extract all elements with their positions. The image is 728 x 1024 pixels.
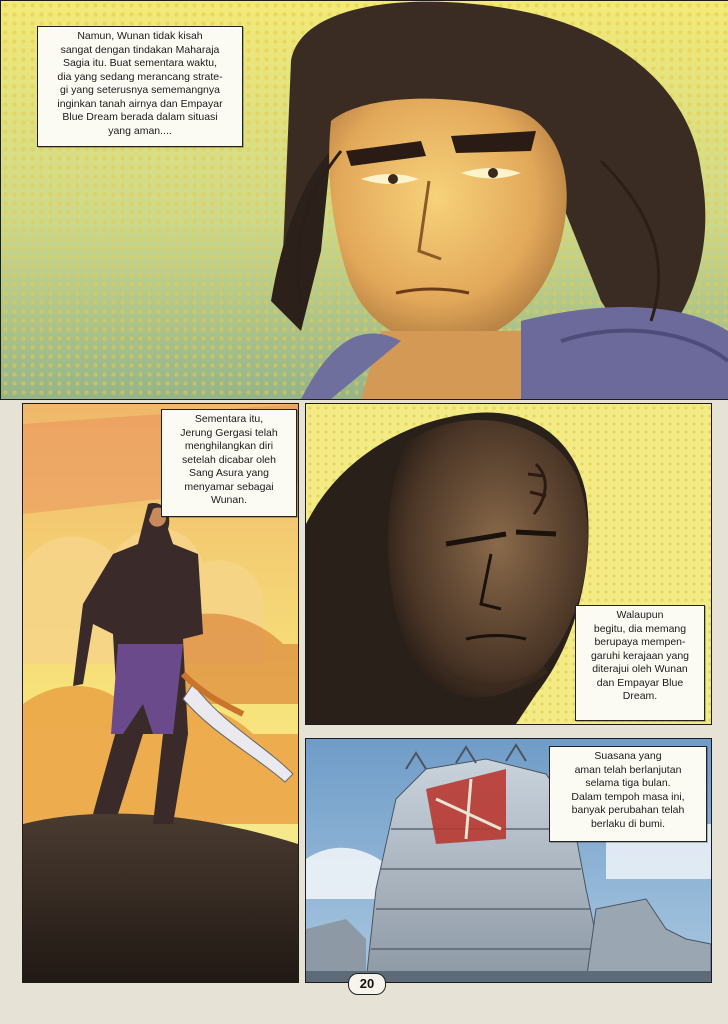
- panel-wunan-closeup: [0, 0, 728, 400]
- page-number: 20: [348, 973, 386, 995]
- narration-caption-2: Sementara itu, Jerung Gergasi telah menghilangkan diri setelah dicabar oleh Sang Asura yang menyamar sebagai Wunan.: [161, 409, 297, 517]
- narration-caption-4: Suasana yang aman telah berlanjutan selama tiga bulan. Dalam tempoh masa ini, banyak perubahan telah berlaku di bumi.: [549, 746, 707, 842]
- narration-caption-1: Namun, Wunan tidak kisah sangat dengan tindakan Maharaja Sagia itu. Buat sementara waktu, dia yang sedang merancang strate- gi yang seterusnya sememangnya inginkan tanah airnya dan Empayar Blue Dream berada dalam situasi yang aman....: [37, 26, 243, 147]
- panel-temple: [305, 738, 712, 983]
- panel-bald-man: [305, 403, 712, 725]
- narration-caption-3: Walaupun begitu, dia memang berupaya mempen- garuhi kerajaan yang diterajui oleh Wunan dan Empayar Blue Dream.: [575, 605, 705, 721]
- panel-figure-on-hill: [22, 403, 299, 983]
